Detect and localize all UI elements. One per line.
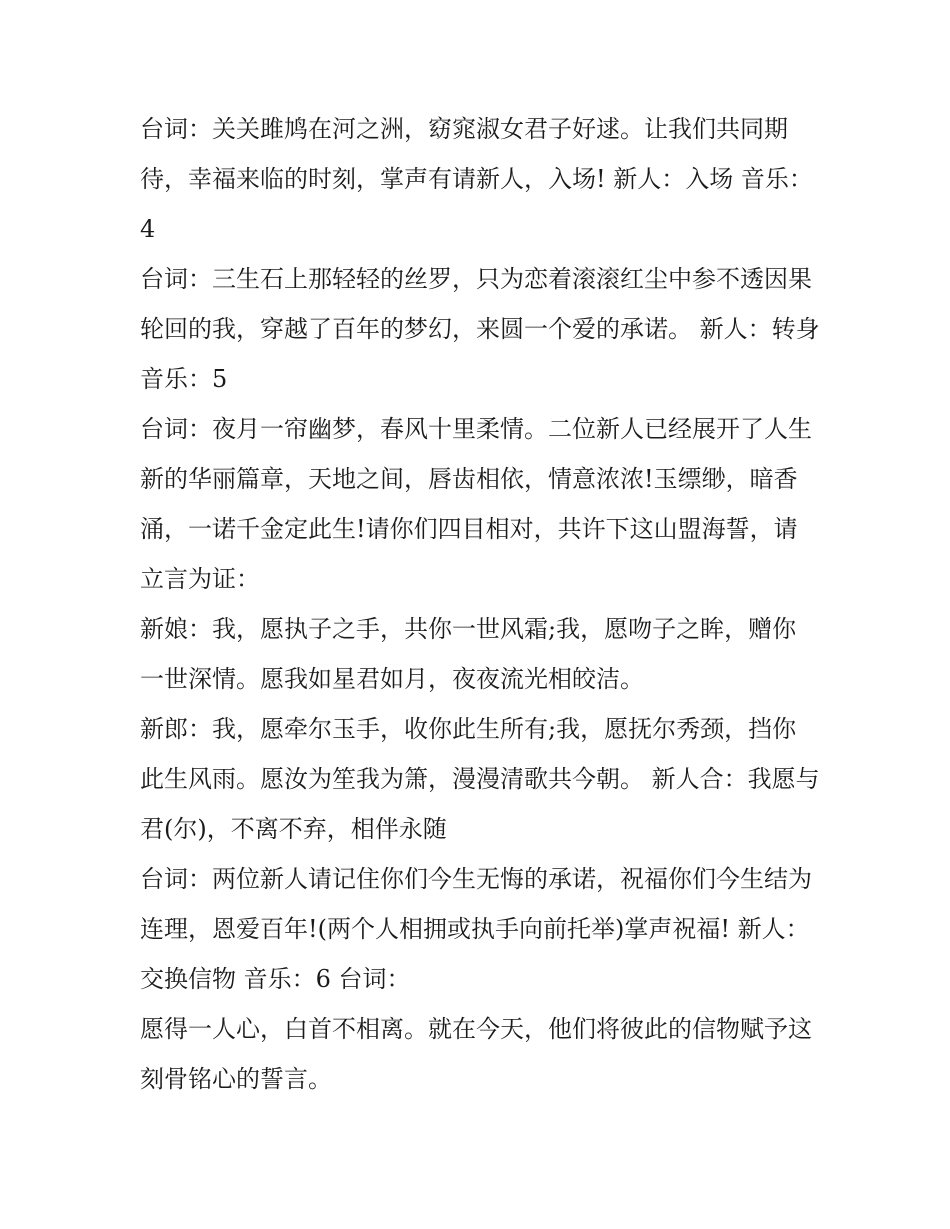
document-body — [140, 104, 820, 1104]
paragraph-6: 台词：两位新人请记住你们今生无悔的承诺，祝福你们今生结为连理，恩爱百年!(两个人相拥或执手向前托举)掌声祝福! 新人：交换信物 音乐：6 台词： — [140, 865, 812, 993]
paragraph-2: 台词：三生石上那轻轻的丝罗，只为恋着滚滚红尘中参不透因果轮回的我，穿越了百年的梦幻，来圆一个爱的承诺。 新人：转身 音乐：5 — [140, 265, 820, 393]
paragraph-3: 台词：夜月一帘幽梦，春风十里柔情。二位新人已经展开了人生新的华丽篇章，天地之间，唇齿相依，情意浓浓!玉缥缈，暗香涌，一诺千金定此生!请你们四目相对，共许下这山盟海誓，请立言为证： — [140, 415, 812, 593]
paragraph-5: 新郎：我，愿牵尔玉手，收你此生所有;我，愿抚尔秀颈，挡你此生风雨。愿汝为笙我为箫，漫漫清歌共今朝。 新人合：我愿与君(尔)，不离不弃，相伴永随 — [140, 715, 820, 843]
paragraph-4: 新娘：我，愿执子之手，共你一世风霜;我，愿吻子之眸，赠你一世深情。愿我如星君如月，夜夜流光相皎洁。 — [140, 615, 797, 693]
paragraph-1: 台词：关关雎鸠在河之洲，窈窕淑女君子好逑。让我们共同期待，幸福来临的时刻，掌声有请新人，入场! 新人：入场 音乐：4 — [140, 115, 813, 243]
paragraph-7: 愿得一人心，白首不相离。就在今天，他们将彼此的信物赋予这刻骨铭心的誓言。 — [140, 1015, 812, 1093]
